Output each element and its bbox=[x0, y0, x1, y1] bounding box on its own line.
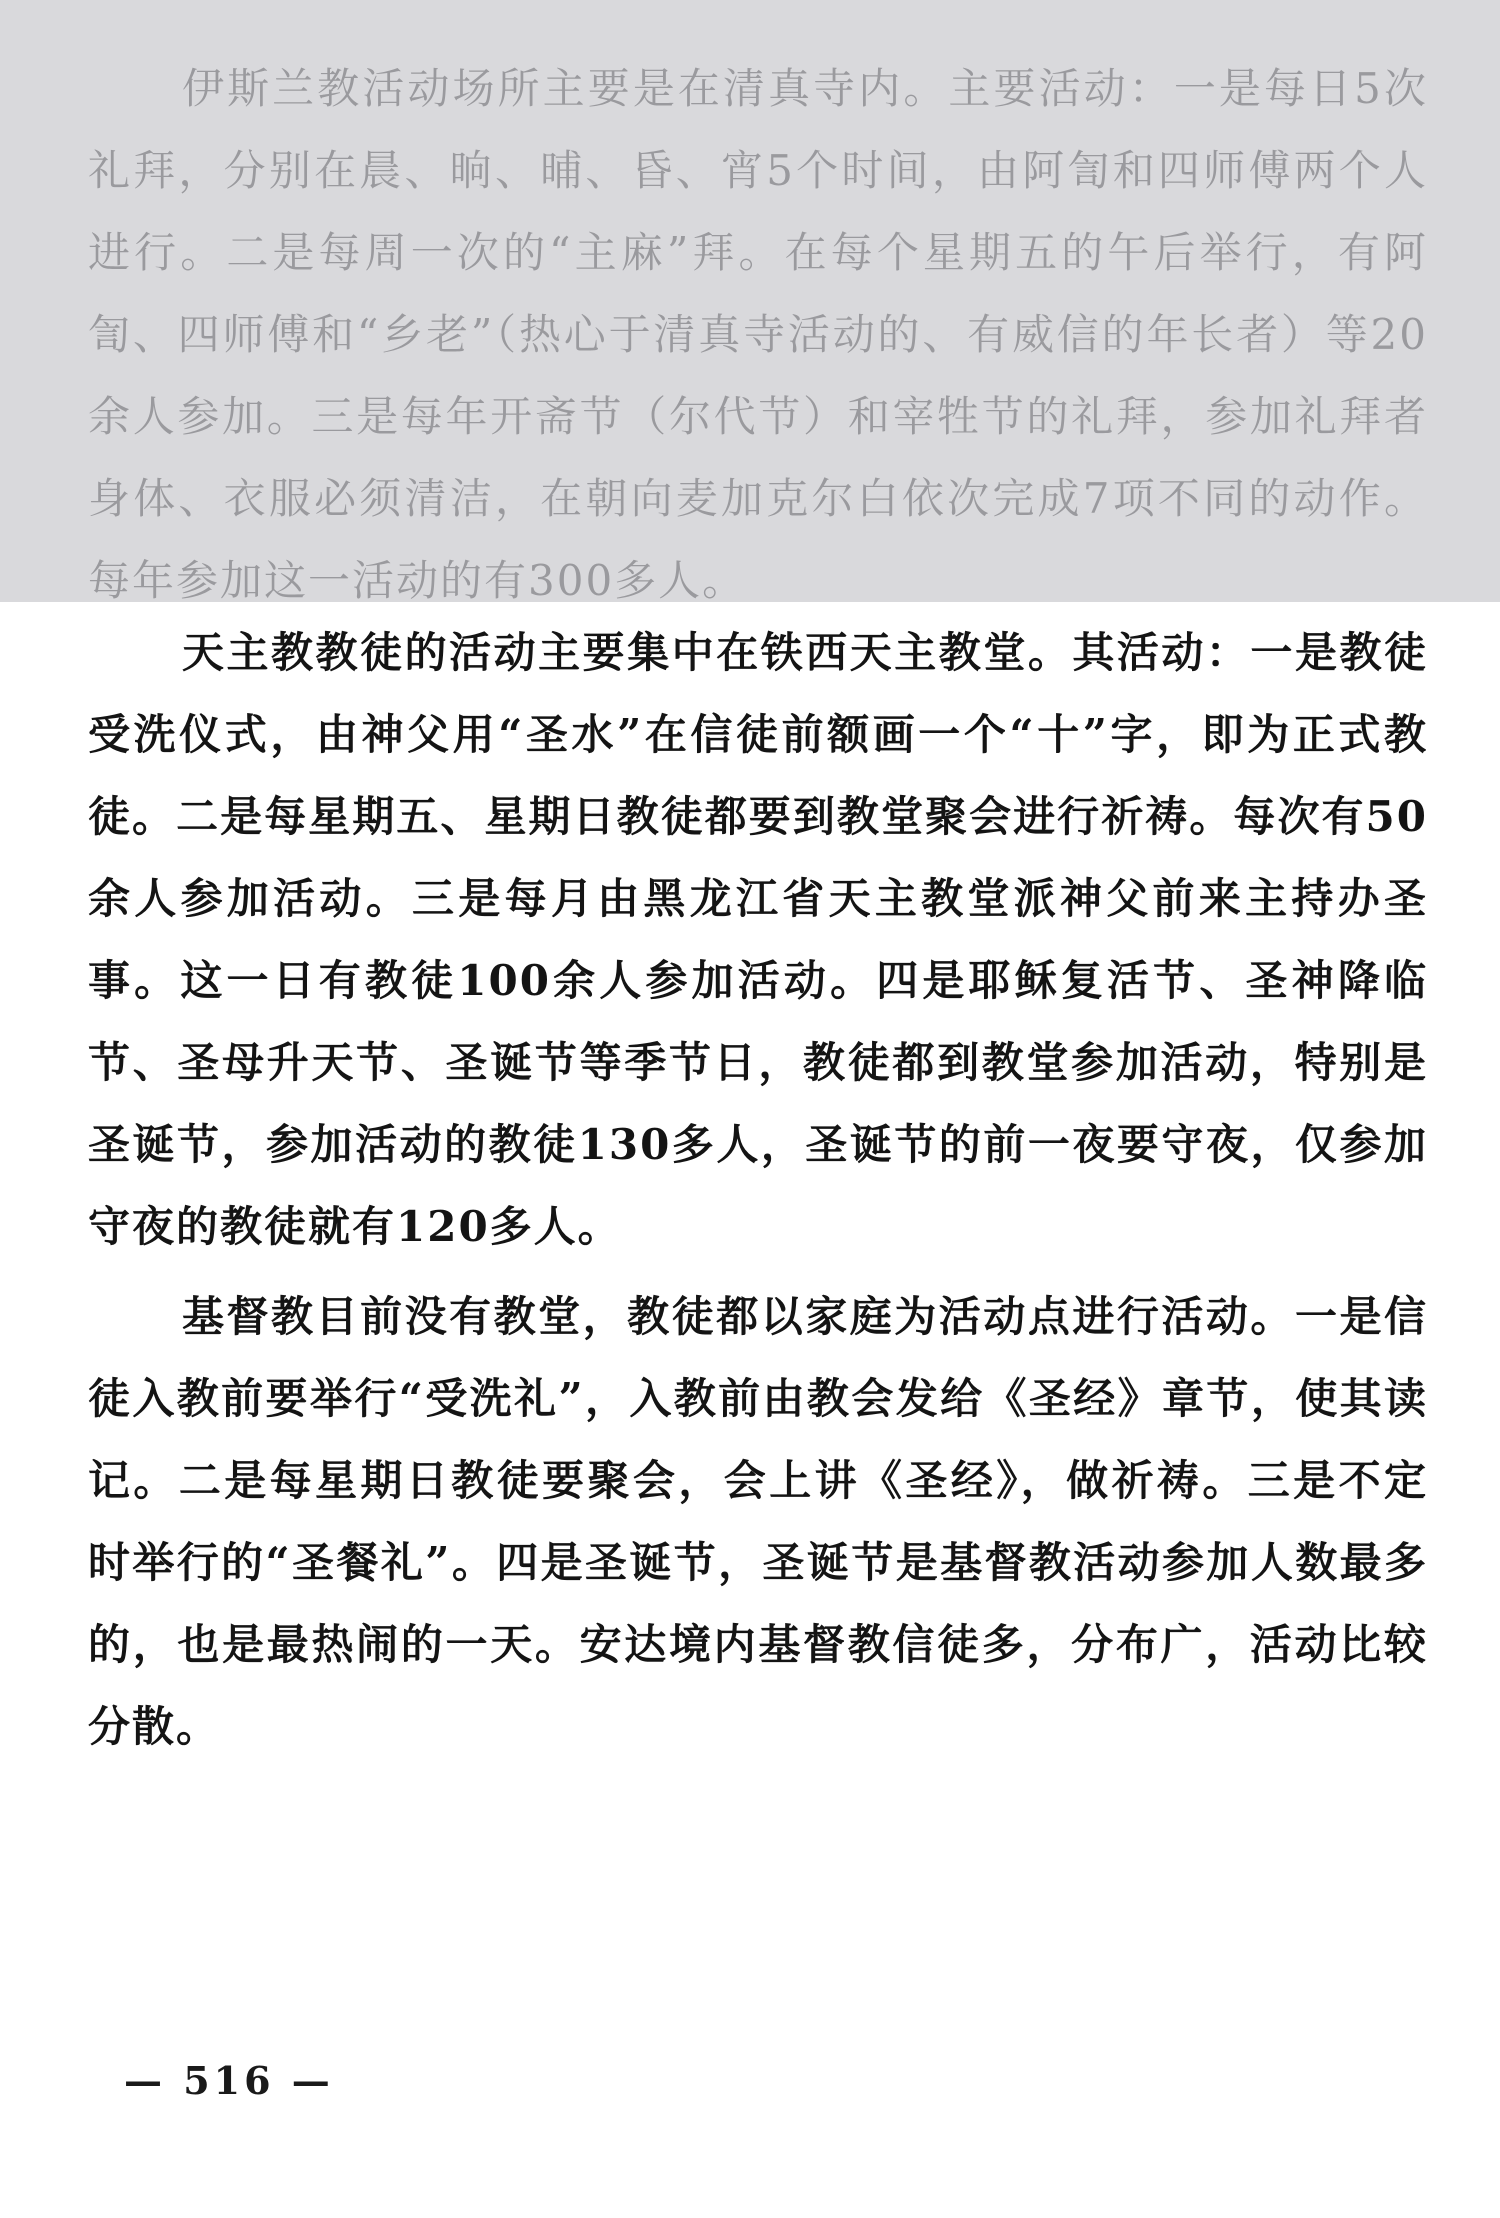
page-number: — 516 — bbox=[124, 2058, 334, 2103]
page-body bbox=[88, 48, 1428, 1751]
paragraph-protestant: 基督教目前没有教堂，教徒都以家庭为活动点进行活动。一是信徒入教前要举行“受洗礼”，入教前由教会发给《圣经》章节，使其读记。二是每星期日教徒要聚会，会上讲《圣经》，做祈祷。三是不定时举行的“圣餐礼”。四是圣诞节，圣诞节是基督教活动参加人数最多的，也是最热闹的一天。安达境内基督教信徒多，分布广，活动比较分散。 bbox=[88, 1292, 1428, 1751]
paragraph-islam: 伊斯兰教活动场所主要是在清真寺内。主要活动：一是每日5次礼拜，分别在晨、晌、晡、昏、宵5个时间，由阿訇和四师傅两个人进行。二是每周一次的“主麻”拜。在每个星期五的午后举行，有阿訇、四师傅和“乡老”（热心于清真寺活动的、有威信的年长者）等20余人参加。三是每年开斋节（尔代节）和宰牲节的礼拜，参加礼拜者身体、衣服必须清洁，在朝向麦加克尔白依次完成7项不同的动作。每年参加这一活动的有300多人。 bbox=[88, 64, 1428, 605]
paragraph-catholic: 天主教教徒的活动主要集中在铁西天主教堂。其活动：一是教徒受洗仪式，由神父用“圣水”在信徒前额画一个“十”字，即为正式教徒。二是每星期五、星期日教徒都要到教堂聚会进行祈祷。每次有50余人参加活动。三是每月由黑龙江省天主教堂派神父前来主持办圣事。这一日有教徒100余人参加活动。四是耶稣复活节、圣神降临节、圣母升天节、圣诞节等季节日，教徒都到教堂参加活动，特别是圣诞节，参加活动的教徒130多人，圣诞节的前一夜要守夜，仅参加守夜的教徒就有120多人。 bbox=[88, 628, 1428, 1251]
